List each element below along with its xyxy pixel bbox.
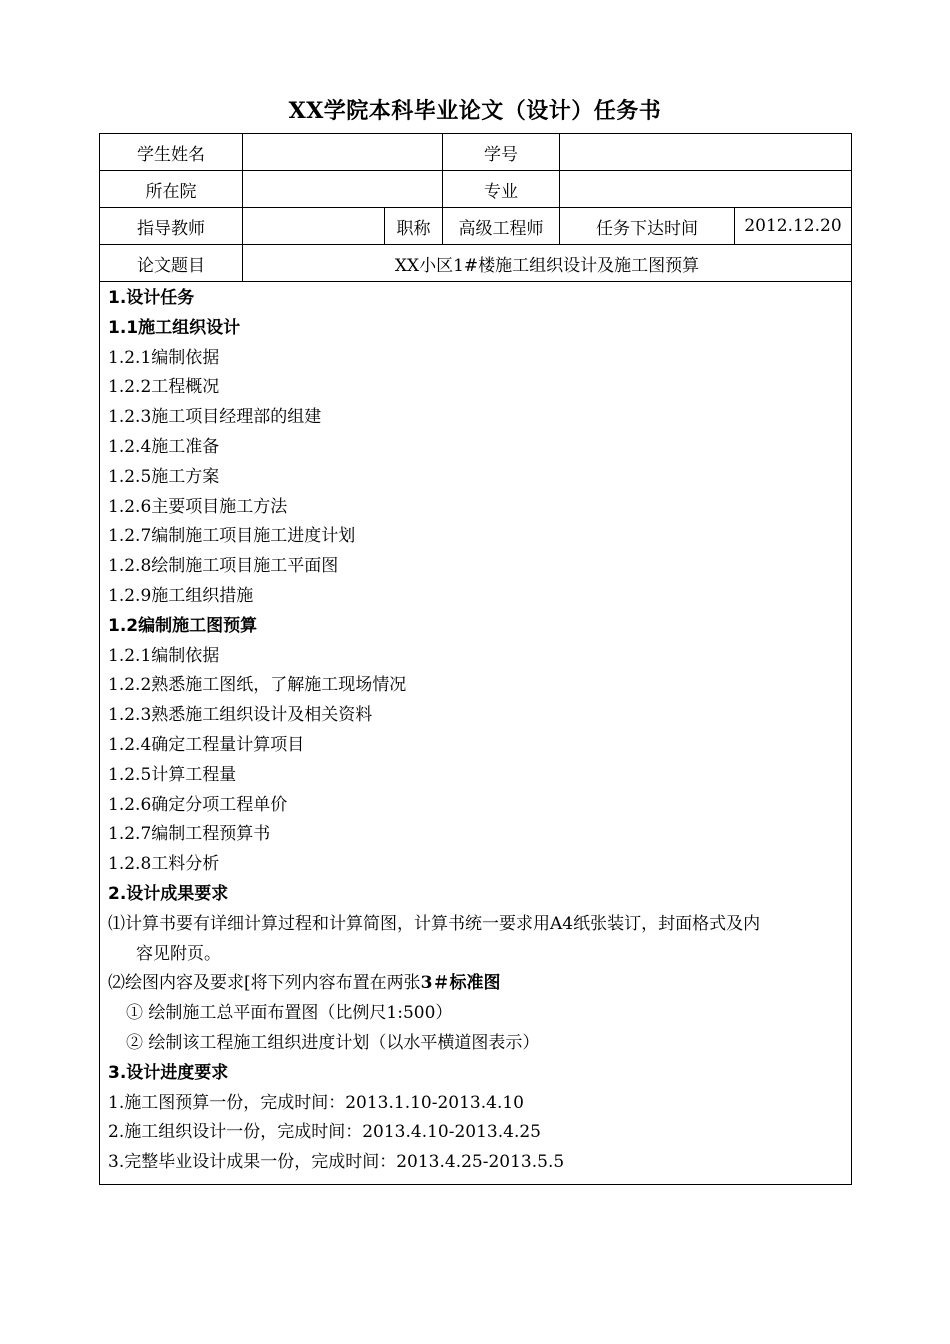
drawing-item: ① 绘制施工总平面布置图（比例尺1:500） (126, 1003, 453, 1024)
student-id-label: 学号 (443, 134, 560, 171)
section-3-heading: 3.设计进度要求 (108, 1062, 229, 1083)
list-item: 1.2.4确定工程量计算项目 (108, 734, 305, 755)
row-content (100, 282, 852, 1185)
topic-value: XX小区1#楼施工组织设计及施工图预算 (243, 245, 852, 282)
requirement-paragraph-1-line-1: ⑴计算书要有详细计算过程和计算简图，计算书统一要求用A4纸张装订，封面格式及内 (108, 913, 761, 934)
list-item: 1.2.1编制依据 (108, 645, 220, 666)
issue-date-label: 任务下达时间 (560, 208, 735, 245)
advisor-field[interactable] (243, 208, 385, 245)
list-item: 1.2.2工程概况 (108, 377, 220, 398)
list-item: 1.2.6主要项目施工方法 (108, 496, 288, 517)
row-college (100, 171, 852, 208)
row-student (100, 134, 852, 171)
row-topic (100, 245, 852, 282)
schedule-item: 2.施工组织设计一份，完成时间：2013.4.10-2013.4.25 (108, 1122, 542, 1143)
list-item: 1.2.3熟悉施工组织设计及相关资料 (108, 705, 373, 726)
section-1-2-heading: 1.2编制施工图预算 (108, 615, 258, 636)
list-item: 1.2.4施工准备 (108, 436, 220, 457)
list-item: 1.2.2熟悉施工图纸，了解施工现场情况 (108, 675, 407, 696)
student-name-field[interactable] (243, 134, 443, 171)
requirement-paragraph-2 (108, 969, 845, 999)
list-item: 1.2.6确定分项工程单价 (108, 794, 288, 815)
list-item: 1.2.3施工项目经理部的组建 (108, 407, 322, 428)
list-item: 1.2.1编制依据 (108, 347, 220, 368)
row-advisor (100, 208, 852, 245)
list-item: 1.2.5计算工程量 (108, 764, 237, 785)
list-item: 1.2.7编制工程预算书 (108, 824, 271, 845)
rank-value: 高级工程师 (443, 208, 560, 245)
rank-label: 职称 (385, 208, 443, 245)
college-field[interactable] (243, 171, 443, 208)
section-1-heading: 1.设计任务 (108, 288, 195, 308)
section-2-heading: 2.设计成果要求 (108, 883, 229, 904)
drawing-item: ② 绘制该工程施工组织进度计划（以水平横道图表示） (126, 1032, 540, 1053)
task-form-table (99, 133, 852, 1185)
college-label: 所在院 (100, 171, 243, 208)
schedule-item: 1.施工图预算一份，完成时间：2013.1.10-2013.4.10 (108, 1092, 525, 1113)
student-name-label: 学生姓名 (100, 134, 243, 171)
list-item: 1.2.8绘制施工项目施工平面图 (108, 556, 339, 577)
list-item: 1.2.8工料分析 (108, 854, 220, 875)
advisor-label: 指导教师 (100, 208, 243, 245)
list-item: 1.2.7编制施工项目施工进度计划 (108, 526, 356, 547)
major-field[interactable] (560, 171, 852, 208)
topic-label: 论文题目 (100, 245, 243, 282)
section-1-1-heading: 1.1施工组织设计 (108, 317, 241, 338)
schedule-item: 3.完整毕业设计成果一份，完成时间：2013.4.25-2013.5.5 (108, 1152, 565, 1173)
student-id-field[interactable] (560, 134, 852, 171)
requirement-paragraph-2-text: ⑵绘图内容及要求[将下列内容布置在两张 (108, 973, 421, 994)
page-title: XX学院本科毕业论文（设计）任务书 (288, 98, 662, 124)
list-item: 1.2.5施工方案 (108, 466, 220, 487)
requirement-paragraph-1-line-2: 容见附页。 (136, 943, 221, 964)
list-item: 1.2.9施工组织措施 (108, 585, 254, 606)
issue-date-value: 2012.12.20 (735, 208, 852, 245)
task-content (100, 282, 852, 1185)
requirement-paragraph-2-bold: 3＃标准图 (420, 973, 501, 994)
major-label: 专业 (443, 171, 560, 208)
